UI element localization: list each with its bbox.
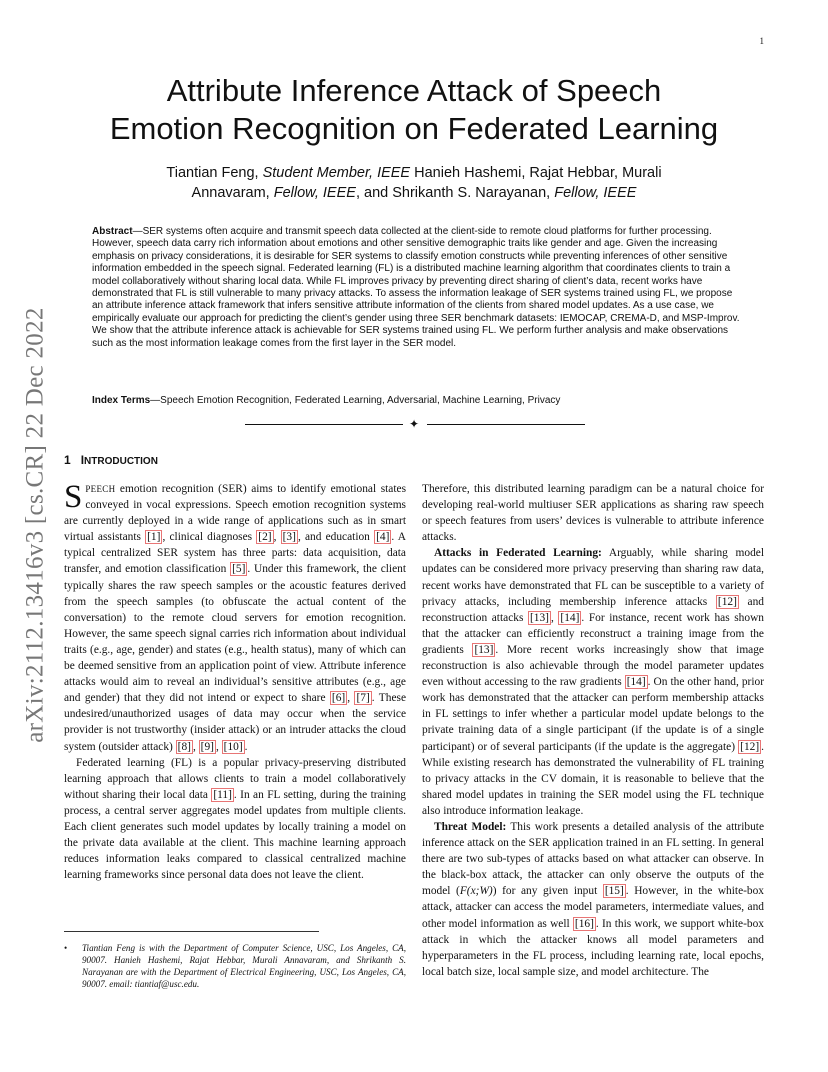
- citation-link[interactable]: [7]: [356, 692, 370, 705]
- footnote-rule: [64, 931, 319, 932]
- citation-link[interactable]: [13]: [529, 611, 549, 624]
- drop-cap: S: [64, 479, 83, 515]
- citation-link[interactable]: [2]: [258, 531, 272, 544]
- text-run: . In this work, we support white-box attack in which the attacker knows all model parameters and hyperparameters in the FL process, including learning rate, local epochs, local batch size, local sample size, and model architecture. The: [422, 917, 764, 978]
- citation-link[interactable]: [10]: [223, 740, 243, 753]
- title-line-1: Attribute Inference Attack of Speech: [166, 73, 662, 108]
- author-affiliation: Fellow, IEEE: [554, 185, 637, 201]
- footnote: [64, 942, 406, 990]
- arxiv-stamp: [18, 285, 54, 765]
- citation-link[interactable]: [11]: [213, 788, 232, 801]
- text-run: ,: [273, 531, 281, 544]
- text-run: . While existing research has demonstrated the vulnerability of FL training to privacy attacks in the CV domain, it is reasonable to believe that the shared model updates in training the SER model using the FL technique also introduce information leakage.: [422, 740, 764, 817]
- author-name: , and Shrikanth S. Narayanan,: [355, 185, 551, 201]
- citation-link[interactable]: [9]: [200, 740, 214, 753]
- footnote-text: Tiantian Feng is with the Department of Computer Science, USC, Los Angeles, CA, 90007. Hanieh Hashemi, Rajat Hebbar, Murali Annavaram, and Shrikanth S. Narayanan are with the Department of Electrical Engineering, USC, Los Angeles, CA, 90007. email: tiantiaf@usc.edu.: [82, 943, 406, 989]
- authors-line-1: [110, 163, 718, 183]
- citation-link[interactable]: [5]: [232, 563, 246, 576]
- author-affiliation: Student Member,: [262, 165, 374, 181]
- rich-text: [64, 757, 406, 882]
- author-affiliation: Fellow, IEEE: [273, 185, 356, 201]
- paragraph-heading: Attacks in Federated Learning:: [434, 547, 602, 560]
- text-run: ,: [550, 611, 559, 624]
- index-terms-label: Index Terms: [92, 395, 151, 406]
- citation-link[interactable]: [12]: [717, 595, 737, 608]
- paragraph: [64, 755, 406, 884]
- text-run: . However, in the white-box attack, attacker can access the model parameters, intermediate values, and other model information as well: [422, 885, 765, 930]
- right-column: [422, 481, 764, 980]
- citation-link[interactable]: [12]: [740, 740, 760, 753]
- citation-link[interactable]: [14]: [560, 611, 580, 624]
- text-run: , clinical diagnoses: [162, 531, 257, 544]
- citation-link[interactable]: [16]: [574, 917, 594, 930]
- text-run: . In an FL setting, during the training process, a central server aggregates model updates from multiple clients. Each client generates such model updates by locally training a model on the private data available at the client. This machine learning approach reduces information leaks compared to classical centralized machine learning frameworks since personal data does not leave the client.: [64, 788, 406, 882]
- left-column: [64, 481, 406, 883]
- section-number: 1: [64, 453, 71, 467]
- text-run: . For instance, recent work has shown that the attacker can efficiently reconstruct a training image from the gradients: [422, 611, 764, 656]
- citation-link[interactable]: [3]: [282, 531, 296, 544]
- citation-link[interactable]: [13]: [474, 643, 494, 656]
- divider-line: [427, 424, 585, 425]
- paragraph: [422, 545, 764, 819]
- citation-link[interactable]: [14]: [626, 676, 646, 689]
- math-expression: F(x;W): [459, 885, 493, 898]
- citation-link[interactable]: [6]: [331, 692, 346, 705]
- paper-title: [60, 72, 768, 148]
- rich-text: [422, 821, 764, 978]
- lead-smallcaps: PEECH: [85, 484, 116, 494]
- author-name: Hanieh Hashemi, Rajat Hebbar, Murali: [414, 165, 662, 181]
- rich-text: [64, 479, 407, 754]
- rich-text: [422, 547, 764, 817]
- citation-link[interactable]: [4]: [376, 531, 390, 544]
- text-run: . More recent works increasingly show that image reconstruction is also achievable through the model parameter updates even without accessing to the raw gradients: [422, 643, 764, 689]
- text-run: ,: [192, 740, 199, 753]
- text-run: ,: [347, 692, 355, 705]
- text-run: . On the other hand, prior work has demonstrated that the attacker can perform membership attacks in FL settings to infer whether a particular model update belongs to the private training data of a single participant (if the update is of a single participant) or of several participants (if the update is the aggregate): [422, 676, 764, 753]
- abstract-text: —SER systems often acquire and transmit speech data collected at the client-side to remote cloud platforms for further processing. However, speech data carry rich information about emotions and other sensitive demographic traits like gender and age. Given the increasing emphasis on privacy considerations, it is desirable for SER systems to classify emotion constructs while preventing inferences of other sensitive information embedded in the speech signal. Federated learning (FL) is a distributed machine learning algorithm that coordinates clients to train a model collaboratively without sharing local data. While FL improves privacy by preventing direct sharing of client’s data, recent works have demonstrated that FL is still vulnerable to many privacy attacks. To assess the information leakage of SER systems trained using FL, we propose an attribute inference attack framework that infers sensitive attribute information of the clients from shared model updates. As a use case, we empirically evaluate our approach for predicting the client’s gender using three SER benchmark datasets: IEMOCAP, CREMA-D, and MSP-Improv. We show that the attribute inference attack is achievable for SER systems trained using FL. We perform further analysis and make observations such as the most information leakage comes from the first layer in the SER model.: [92, 226, 740, 349]
- abstract: [92, 226, 740, 350]
- text-run: , and education: [297, 531, 375, 544]
- text-run: . A typical centralized SER system has three parts: data acquisition, data transfer, and emotion classification: [64, 531, 407, 576]
- section-heading: [64, 453, 158, 467]
- text-run: .: [244, 740, 248, 753]
- section-title-rest: NTRODUCTION: [84, 456, 158, 467]
- text-run: Federated learning (FL) is a popular privacy-preserving distributed learning approach that allows clients to train a model collaboratively without sharing their local data: [64, 756, 406, 801]
- author-affiliation: IEEE: [377, 165, 411, 181]
- author-name: Annavaram,: [191, 185, 270, 201]
- text-run: This work presents a detailed analysis of the attribute inference attack on the SER application trained in an FL setting. In general there are two sub-types of attacks based on what attacker can observe. In the black-box attack, the attacker can only observe the outputs of the model (: [422, 820, 764, 898]
- paragraph: [422, 819, 764, 980]
- text-run: emotion recognition (SER) aims to identify emotional states conveyed in vocal expressions. Speech emotion recognition systems are currently deployed in a wide range of applications such as in smart virtual assistants: [64, 483, 406, 544]
- title-line-2: Emotion Recognition on Federated Learning: [109, 111, 719, 146]
- citation-link[interactable]: [15]: [604, 885, 624, 898]
- index-terms-text: —Speech Emotion Recognition, Federated Learning, Adversarial, Machine Learning, Privacy: [150, 395, 561, 406]
- index-terms: [92, 395, 740, 406]
- page-number: 1: [759, 36, 764, 46]
- section-title-initial: I: [80, 453, 85, 467]
- section-divider: [245, 417, 585, 431]
- arxiv-stamp-text: arXiv:2112.13416v3 [cs.CR] 22 Dec 2022: [22, 307, 50, 743]
- paragraph: Therefore, this distributed learning paradigm can be a natural choice for developing real-world multiuser SER applications as sharing raw speech or speech features from users’ devices is vulnerable to attribute inference attacks.: [422, 483, 764, 544]
- text-run: ) for any given input: [492, 885, 603, 898]
- abstract-label: Abstract: [92, 226, 133, 237]
- paragraph: [64, 481, 406, 755]
- citation-link[interactable]: [1]: [147, 531, 161, 544]
- text-run: ,: [215, 740, 222, 753]
- text-run: Arguably, while sharing model updates can be considered more privacy preserving than sharing raw data, recent works have demonstrated that FL can be susceptible to a variety of privacy attacks, including membership inference attacks: [422, 547, 764, 608]
- diamond-icon: ✦: [409, 417, 420, 431]
- text-run: and reconstruction attacks: [422, 595, 764, 624]
- authors-line-2: [110, 183, 718, 203]
- citation-link[interactable]: [8]: [177, 740, 191, 753]
- author-name: Tiantian Feng,: [166, 165, 259, 181]
- divider-line: [245, 424, 403, 425]
- paragraph-heading: Threat Model:: [434, 820, 507, 833]
- author-list: [110, 163, 718, 203]
- text-run: . These undesired/unauthorized usages of data may occur when the service provider is not trustworthy (insider attack) or an intruder attacks the cloud system (outsider attack): [64, 692, 406, 753]
- bullet-icon: •: [64, 943, 68, 953]
- text-run: . Under this framework, the client typically shares the raw speech samples or the acoustic features derived from the speech samples (to obfuscate the actual content of the conversation) to the remote cloud servers for emotion recognition. However, the same speech signal carries rich information about individual traits (e.g., age, gender) and states (e.g., health status), many of which can be deemed sensitive from an application point of view. Attribute inference attacks would aim to reveal an individual’s sensitive attributes (e.g., age and gender) that they did not intend or expect to share: [64, 563, 406, 705]
